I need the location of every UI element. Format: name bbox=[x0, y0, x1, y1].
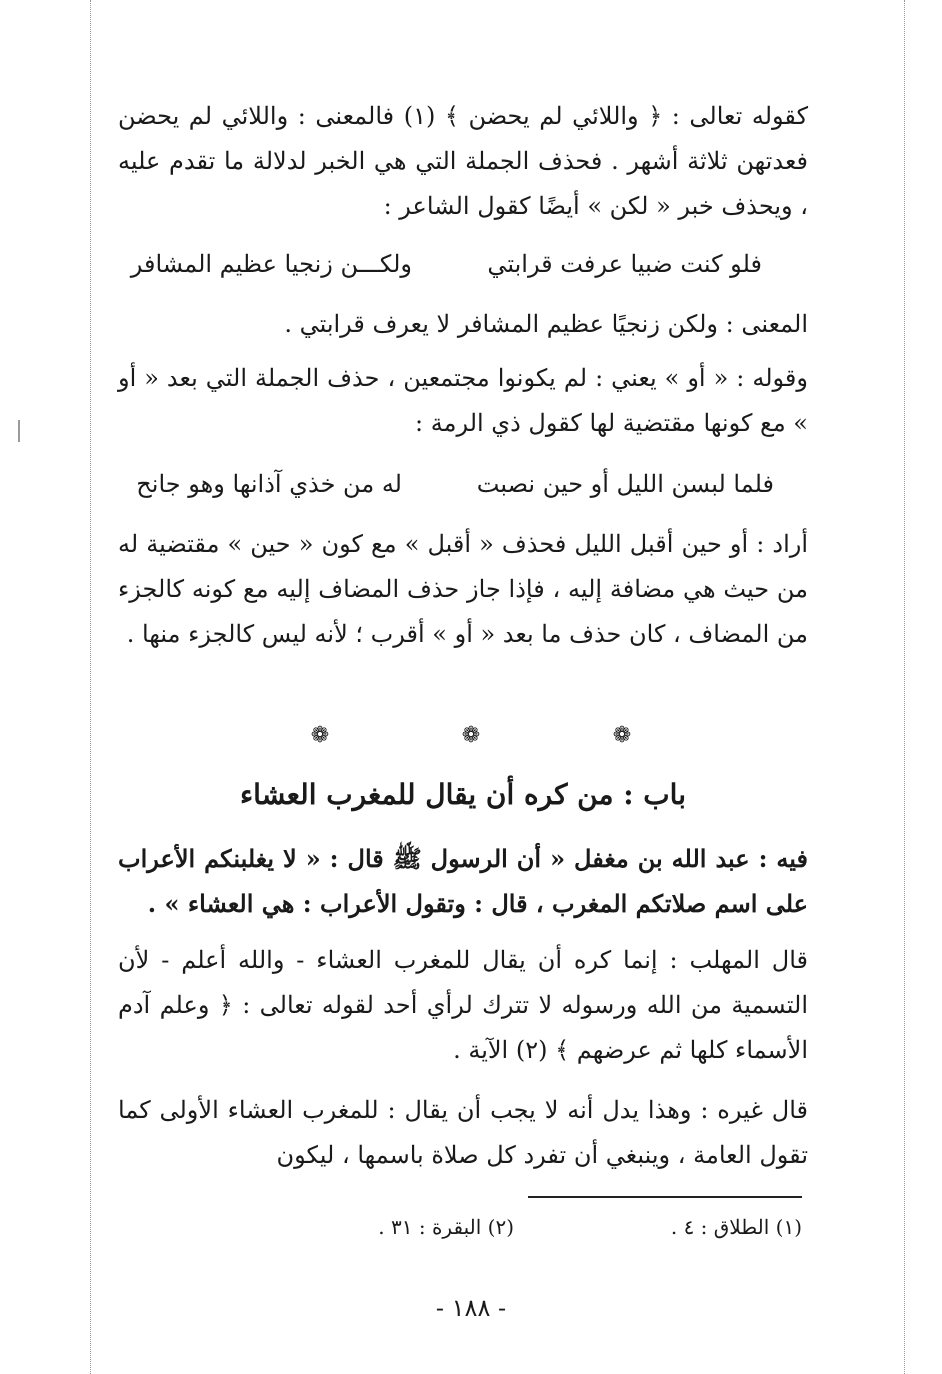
verse-2-first-hemistich: فلما لبسن الليل أو حين نصبت bbox=[476, 470, 774, 498]
hadith-text: فيه : عبد الله بن مغفل « أن الرسول ﷺ قال : « لا يغلبنكم الأعراب على اسم صلاتكم المغرب ، قال : وتقول الأعراب : هي العشاء » . bbox=[118, 844, 808, 918]
footnote-2: (٢) البقرة : ٣١ . bbox=[378, 1215, 514, 1239]
verse-2-second-hemistich: له من خذي آذانها وهو جانح bbox=[136, 470, 402, 498]
page-number: - ١٨٨ - bbox=[435, 1294, 507, 1322]
scan-mark bbox=[18, 420, 20, 442]
verse-1-first-hemistich: فلو كنت ضبيا عرفت قرابتي bbox=[487, 250, 762, 278]
separator-star: ❁ bbox=[310, 723, 330, 748]
paragraph-2: المعنى : ولكن زنجيًا عظيم المشافر لا يعرف قرابتي . bbox=[284, 310, 808, 338]
footnote-1: (١) الطلاق : ٤ . bbox=[670, 1215, 802, 1239]
verse-1-second-hemistich: ولكـــن زنجيا عظيم المشافر bbox=[130, 250, 412, 278]
paragraph-1: كقوله تعالى : ﴿ واللائي لم يحضن ﴾ (١) فالمعنى : واللائي لم يحضن فعدتهن ثلاثة أشهر . فحذف الجملة التي هي الخبر لدلالة ما تقدم عليه ، ويحذف خبر « لكن » أيضًا كقول الشاعر : bbox=[118, 102, 808, 220]
separator-star: ❁ bbox=[461, 723, 481, 748]
paragraph-3: وقوله : « أو » يعني : لم يكونوا مجتمعين ، حذف الجملة التي بعد « أو » مع كونها مقتضية لها كقول ذي الرمة : bbox=[118, 364, 808, 437]
scan-edge-left bbox=[90, 0, 91, 1374]
section-separator bbox=[300, 716, 642, 756]
paragraph-4: أراد : أو حين أقبل الليل فحذف « أقبل » مع كون « حين » مقتضية له من حيث هي مضافة إليه ، فإذا جاز حذف المضاف إليه مع كونه كالجزء من المضاف ، كان حذف ما بعد « أو » أقرب ؛ لأنه ليس كالجزء منها . bbox=[118, 530, 808, 648]
scan-edge-right bbox=[904, 0, 905, 1374]
footnote-rule bbox=[528, 1196, 802, 1198]
chapter-title: باب : من كره أن يقال للمغرب العشاء bbox=[240, 778, 686, 811]
paragraph-6: قال المهلب : إنما كره أن يقال للمغرب العشاء - والله أعلم - لأن التسمية من الله ورسوله لا تترك لرأي أحد لقوله تعالى : ﴿ وعلم آدم الأسماء كلها ثم عرضهم ﴾ (٢) الآية . bbox=[118, 946, 808, 1064]
paragraph-7: قال غيره : وهذا يدل أنه لا يجب أن يقال : للمغرب العشاء الأولى كما تقول العامة ، وينبغي أن تفرد كل صلاة باسمها ، ليكون bbox=[118, 1096, 808, 1169]
separator-star: ❁ bbox=[612, 723, 632, 748]
